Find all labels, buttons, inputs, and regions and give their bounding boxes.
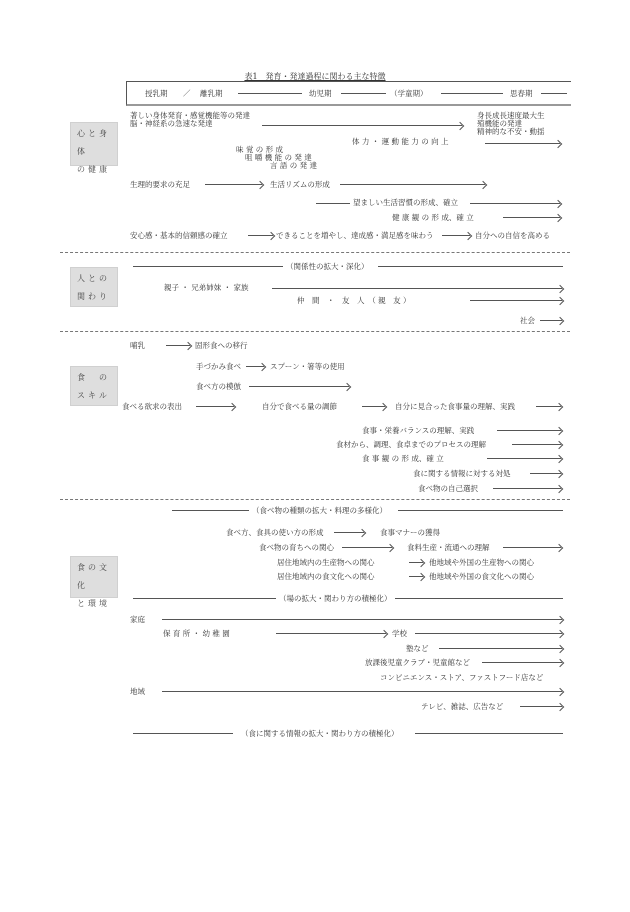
period-weaning: 離乳期 bbox=[200, 89, 223, 98]
section-divider bbox=[60, 252, 570, 253]
arrow bbox=[487, 458, 561, 459]
arrow bbox=[248, 235, 273, 236]
text-desire: 食べる欲求の表出 bbox=[122, 402, 182, 411]
divider-line bbox=[316, 203, 350, 204]
text-meal-view: 食 事 観 の 形 成、確 立 bbox=[362, 454, 444, 463]
text-table-manners: 食事マナーの獲得 bbox=[380, 528, 440, 537]
arrow bbox=[334, 532, 364, 533]
text-security: 安心感・基本的信頼感の確立 bbox=[130, 231, 228, 240]
arrow bbox=[503, 547, 561, 548]
label-relations: 人との 関わり bbox=[70, 267, 118, 307]
table-title: 表1 発育・発達過程に関わる主な特徴 bbox=[244, 72, 386, 81]
label-food-skill: 食 の スキル bbox=[70, 366, 118, 406]
text-eating-manner: 食べ方、食具の使い方の形成 bbox=[226, 528, 324, 537]
arrow bbox=[415, 633, 562, 634]
arrow bbox=[482, 662, 562, 663]
arrow bbox=[249, 386, 349, 387]
text-chewing: 咀 嚼 機 能 の 発 達 bbox=[245, 153, 312, 162]
text-solid-food: 固形食への移行 bbox=[195, 341, 248, 350]
period-adolescence: 思春期 bbox=[510, 89, 533, 98]
text-after-school: 放課後児童クラブ・児童館など bbox=[365, 658, 470, 667]
arrow bbox=[196, 406, 234, 407]
arrow bbox=[362, 406, 385, 407]
arrow bbox=[442, 235, 470, 236]
divider-line bbox=[341, 93, 386, 94]
text-local-culture: 居住地域内の食文化への関心 bbox=[277, 572, 375, 581]
heading-food-info: （食に関する情報の拡大・関わり方の積極化） bbox=[241, 729, 399, 738]
period-nursing: 授乳期 bbox=[145, 89, 168, 98]
arrow bbox=[485, 143, 560, 144]
text-adolescent-2: 殖機能の発達 bbox=[477, 119, 522, 128]
arrow bbox=[205, 184, 262, 185]
arrow bbox=[262, 125, 462, 126]
divider-line bbox=[395, 598, 563, 599]
arrow bbox=[340, 184, 485, 185]
text-process: 食材から、調理、食卓までのプロセスの理解 bbox=[336, 440, 486, 449]
text-food-origin: 食べ物の育ちへの関心 bbox=[259, 543, 334, 552]
heading-relations: （関係性の拡大・深化） bbox=[286, 262, 369, 271]
text-cram-school: 塾など bbox=[406, 644, 429, 653]
text-achievement: できることを増やし、達成感・満足感を味わう bbox=[276, 231, 434, 240]
text-media: テレビ、雑誌、広告など bbox=[421, 702, 504, 711]
text-local-products: 居住地域内の生産物への関心 bbox=[277, 558, 375, 567]
label-food-culture: 食の文化 と環境 bbox=[70, 556, 118, 598]
heading-food-variety: （食べ物の種類の拡大・料理の多様化） bbox=[252, 506, 387, 515]
divider-line bbox=[441, 93, 503, 94]
arrow bbox=[246, 366, 264, 367]
divider-line bbox=[133, 266, 283, 267]
divider-line bbox=[238, 93, 302, 94]
text-nutrition: 食事・栄養バランスの理解、実践 bbox=[362, 426, 475, 435]
period-header bbox=[126, 81, 571, 106]
text-finger-food: 手づかみ食べ bbox=[196, 362, 241, 371]
arrow bbox=[497, 430, 561, 431]
text-friends: 仲 間 ・ 友 人 （ 親 友 ） bbox=[297, 296, 411, 305]
divider-line bbox=[398, 510, 563, 511]
divider-line bbox=[133, 598, 276, 599]
arrow bbox=[512, 444, 561, 445]
arrow bbox=[520, 706, 562, 707]
text-info-handling: 食に関する情報に対する対処 bbox=[413, 469, 511, 478]
text-physical-strength: 体 力 ・ 運 動 能 力 の 向 上 bbox=[352, 137, 449, 146]
text-self-confidence: 自分への自信を高める bbox=[475, 231, 550, 240]
text-society: 社会 bbox=[520, 316, 535, 325]
arrow bbox=[342, 547, 392, 548]
section-divider bbox=[60, 499, 570, 500]
divider-line bbox=[378, 266, 563, 267]
divider-line bbox=[133, 733, 233, 734]
text-portion: 自分に見合った食事量の理解、実践 bbox=[395, 402, 515, 411]
text-health-view: 健 康 観 の 形 成、確 立 bbox=[392, 213, 474, 222]
text-community: 地域 bbox=[130, 687, 145, 696]
text-life-habits: 望ましい生活習慣の形成、確立 bbox=[353, 198, 458, 207]
text-self-adjust: 自分で食べる量の調節 bbox=[262, 402, 337, 411]
arrow bbox=[493, 488, 561, 489]
divider-line bbox=[541, 93, 567, 94]
text-language: 言 語 の 発 達 bbox=[270, 161, 318, 170]
arrow bbox=[162, 619, 562, 620]
label-mind-body: 心と身体 の健康 bbox=[70, 122, 118, 166]
text-imitation: 食べ方の模倣 bbox=[196, 382, 241, 391]
text-adolescent-3: 精神的な不安・動揺 bbox=[477, 127, 545, 136]
text-nursery: 保 育 所 ・ 幼 稚 園 bbox=[163, 629, 230, 638]
arrow bbox=[272, 288, 562, 289]
text-adolescent-1: 身長成長速度最大生 bbox=[477, 111, 545, 120]
arrow bbox=[439, 648, 562, 649]
arrow bbox=[409, 576, 423, 577]
arrow bbox=[162, 691, 562, 692]
text-foreign-culture: 他地域や外国の食文化への関心 bbox=[429, 572, 534, 581]
arrow bbox=[530, 473, 561, 474]
period-school-age: （学童期） bbox=[390, 89, 428, 98]
period-early-childhood: 幼児期 bbox=[309, 89, 332, 98]
text-life-rhythm: 生活リズムの形成 bbox=[270, 180, 330, 189]
text-family: 親子 ・ 兄弟姉妹 ・ 家族 bbox=[164, 283, 249, 292]
arrow bbox=[166, 345, 190, 346]
divider-line bbox=[172, 510, 249, 511]
arrow bbox=[276, 633, 386, 634]
section-divider bbox=[60, 331, 570, 332]
text-foreign-products: 他地域や外国の生産物への関心 bbox=[429, 558, 534, 567]
arrow bbox=[470, 300, 562, 301]
arrow bbox=[470, 203, 560, 204]
arrow bbox=[503, 217, 560, 218]
text-food-production: 食料生産・流通への理解 bbox=[407, 543, 490, 552]
text-school: 学校 bbox=[392, 629, 407, 638]
text-self-selection: 食べ物の自己選択 bbox=[418, 484, 478, 493]
period-slash: ／ bbox=[183, 89, 191, 98]
text-home: 家庭 bbox=[130, 615, 145, 624]
arrow bbox=[536, 406, 561, 407]
text-taste: 味 覚 の 形 成 bbox=[236, 145, 284, 154]
text-physical-growth: 著しい身体発育・感覚機能等の発達 bbox=[130, 111, 250, 120]
arrow bbox=[409, 562, 423, 563]
arrow bbox=[540, 320, 562, 321]
divider-line bbox=[415, 733, 563, 734]
text-utensils: スプーン・箸等の使用 bbox=[270, 362, 345, 371]
text-nursing: 哺乳 bbox=[130, 341, 145, 350]
text-brain-development: 脳・神経系の急速な発達 bbox=[130, 119, 213, 128]
heading-place: （場の拡大・関わり方の積極化） bbox=[279, 594, 392, 603]
text-convenience-store: コンビニエンス・ストア、ファストフード店など bbox=[380, 673, 544, 682]
text-physiological-needs: 生理的要求の充足 bbox=[130, 180, 190, 189]
